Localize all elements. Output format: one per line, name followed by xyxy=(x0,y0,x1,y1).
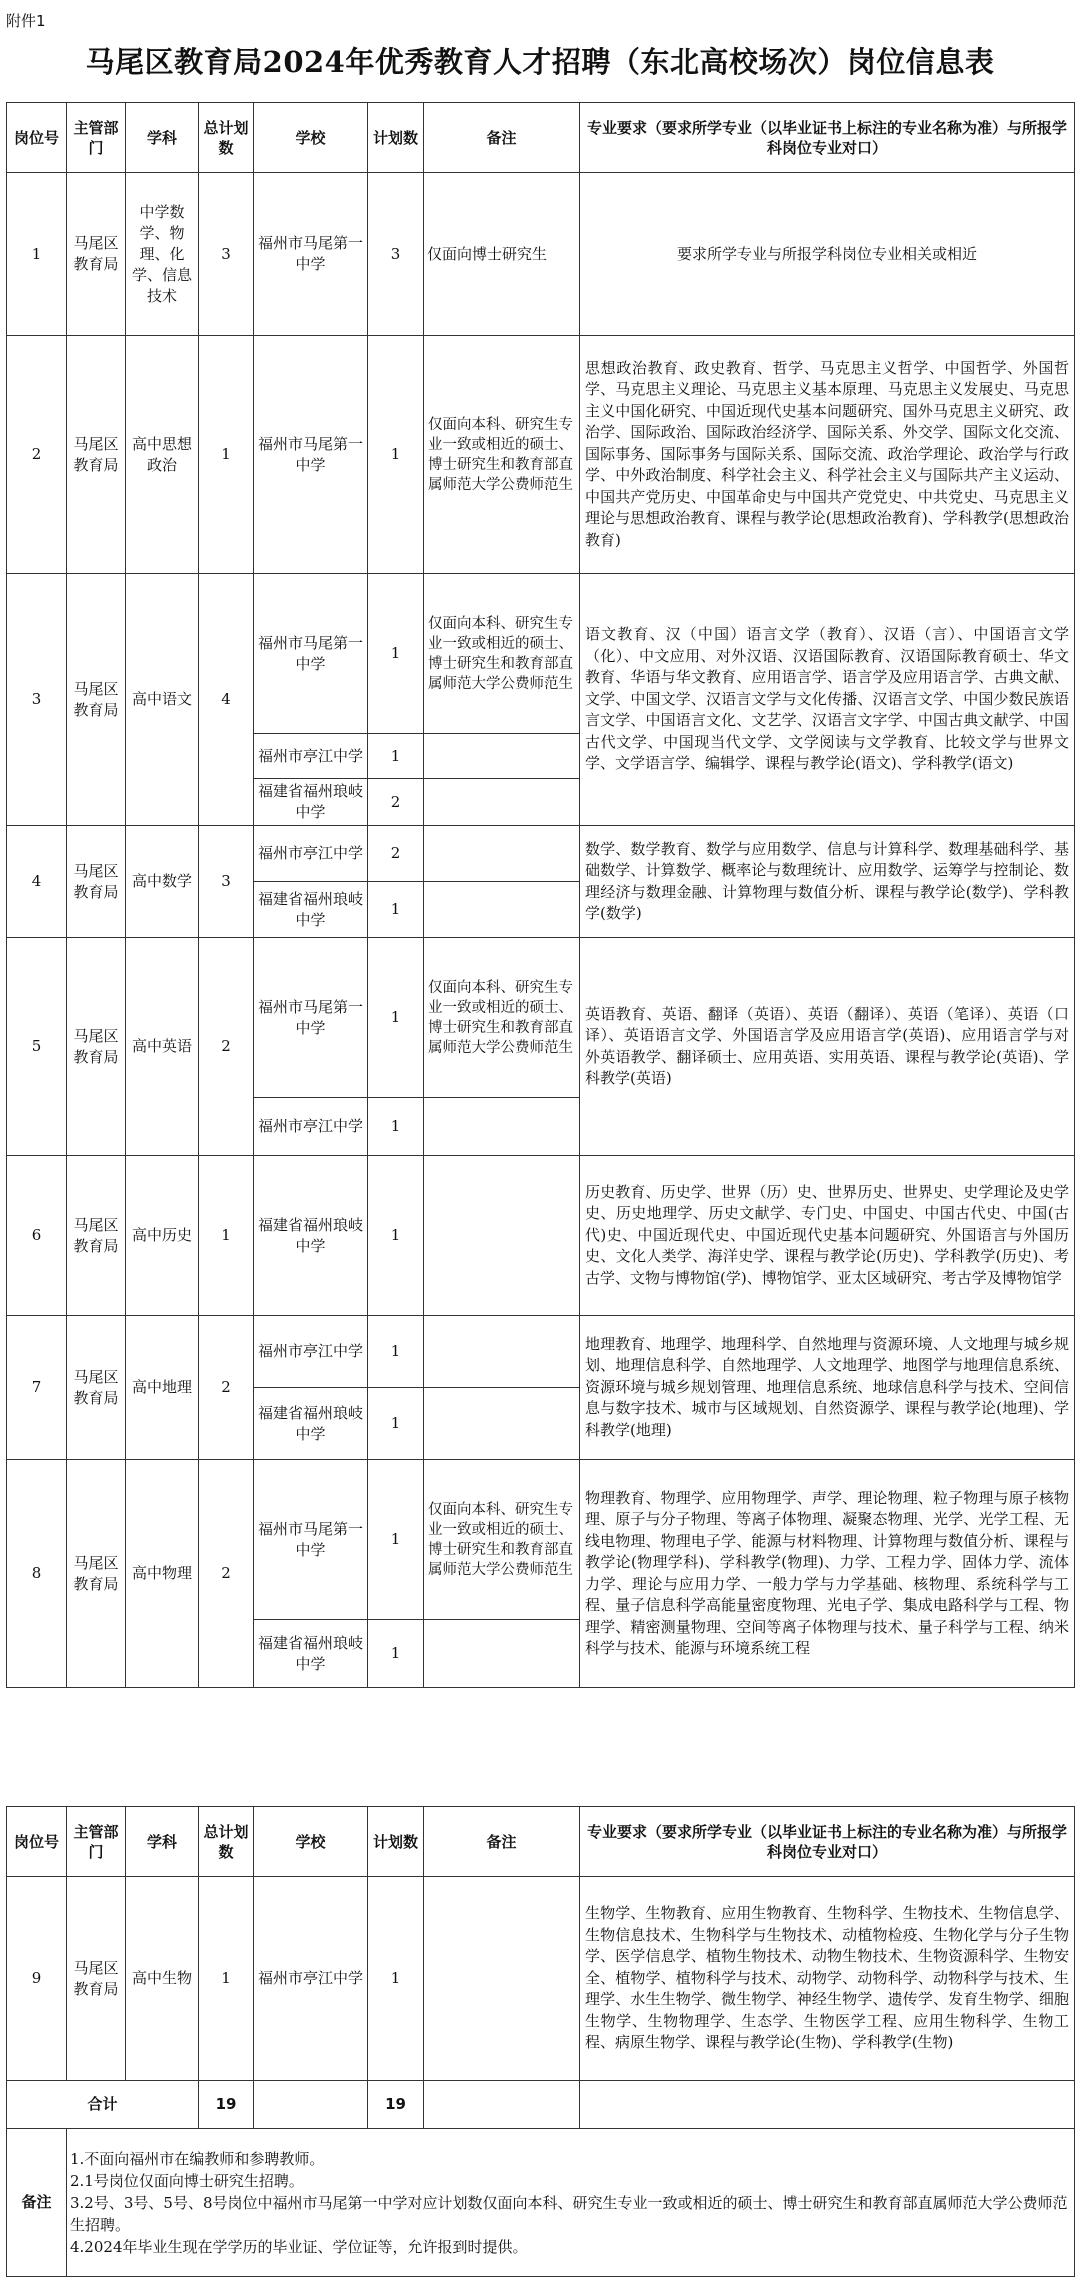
header-count: 计划数 xyxy=(368,103,424,173)
dept-cell: 马尾区教育局 xyxy=(67,1316,126,1460)
dept-cell: 马尾区教育局 xyxy=(67,1877,126,2081)
post-number: 5 xyxy=(7,938,67,1156)
total-cell: 2 xyxy=(199,1316,254,1460)
major-cell: 生物学、生物教育、应用生物教育、生物科学、生物技术、生物信息学、生物信息技术、生物科学与生物技术、动植物检疫、生物化学与分子生物学、医学信息学、植物生物技术、动物生物技术、生物资源科学、生物安全、植物学、植物科学与技术、动物学、动物科学、动物科学与技术、生理学、水生生物学、微生物学、神经生物学、遗传学、发育生物学、细胞生物学、生物物理学、生态学、生物医学工程、应用生物科学、生物工程、病原生物学、课程与教学论(生物)、学科教学(生物) xyxy=(580,1877,1075,2081)
school-cell: 福州市马尾第一中学 xyxy=(254,173,368,336)
total-cell: 1 xyxy=(199,1156,254,1316)
total-label: 合计 xyxy=(7,2081,199,2129)
remark-item: 3.2号、3号、5号、8号岗位中福州市马尾第一中学对应计划数仅面向本科、研究生专业一致或相近的硕士、博士研究生和教育部直属师范大学公费师范生招聘。 xyxy=(70,2193,1068,2234)
job-table-2 xyxy=(6,1806,1075,2277)
school-cell: 福州市亭江中学 xyxy=(254,1098,368,1156)
school-cell: 福建省福州琅岐中学 xyxy=(254,882,368,938)
count-cell: 2 xyxy=(368,779,424,826)
remarks-row xyxy=(7,2129,1075,2277)
note-cell xyxy=(424,826,580,882)
subject-cell: 高中语文 xyxy=(126,574,199,826)
post-number: 2 xyxy=(7,336,67,574)
count-cell: 1 xyxy=(368,1460,424,1620)
count-cell: 2 xyxy=(368,826,424,882)
count-cell: 1 xyxy=(368,1620,424,1688)
subject-cell: 高中思想政治 xyxy=(126,336,199,574)
school-cell: 福州市马尾第一中学 xyxy=(254,1460,368,1620)
subject-cell: 高中数学 xyxy=(126,826,199,938)
dept-cell: 马尾区教育局 xyxy=(67,173,126,336)
header-row xyxy=(7,1807,1075,1877)
table-row xyxy=(7,1156,1075,1316)
post-number: 7 xyxy=(7,1316,67,1460)
total-school-cell xyxy=(254,2081,368,2129)
count-cell: 1 xyxy=(368,1388,424,1460)
page-title: 马尾区教育局2024年优秀教育人才招聘（东北高校场次）岗位信息表 xyxy=(85,45,995,79)
major-cell: 地理教育、地理学、地理科学、自然地理与资源环境、人文地理与城乡规划、地理信息科学、自然地理学、人文地理学、地图学与地理信息系统、资源环境与城乡规划管理、地理信息系统、地球信息科学与技术、空间信息与数字技术、城市与区域规划、自然资源学、课程与教学论(地理)、学科教学(地理) xyxy=(580,1316,1075,1460)
header-total: 总计划数 xyxy=(199,103,254,173)
note-cell xyxy=(424,779,580,826)
dept-cell: 马尾区教育局 xyxy=(67,938,126,1156)
note-cell xyxy=(424,1388,580,1460)
dept-cell: 马尾区教育局 xyxy=(67,1460,126,1688)
note-cell xyxy=(424,1877,580,2081)
post-number: 8 xyxy=(7,1460,67,1688)
note-cell xyxy=(424,1156,580,1316)
count-cell: 1 xyxy=(368,336,424,574)
major-cell: 数学、数学教育、数学与应用数学、信息与计算科学、数理基础科学、基础数学、计算数学、概率论与数理统计、应用数学、运筹学与控制论、数理经济与数理金融、计算物理与数值分析、课程与教学论(数学)、学科教学(数学) xyxy=(580,826,1075,938)
header-subject: 学科 xyxy=(126,1807,199,1877)
dept-cell: 马尾区教育局 xyxy=(67,574,126,826)
school-cell: 福州市马尾第一中学 xyxy=(254,336,368,574)
note-cell xyxy=(424,734,580,779)
note-cell: 仅面向本科、研究生专业一致或相近的硕士、博士研究生和教育部直属师范大学公费师范生 xyxy=(424,1460,580,1620)
school-cell: 福州市马尾第一中学 xyxy=(254,938,368,1098)
note-cell xyxy=(424,882,580,938)
header-subject: 学科 xyxy=(126,103,199,173)
plan-sum: 19 xyxy=(368,2081,424,2129)
remarks-list xyxy=(67,2129,1075,2277)
total-major-cell xyxy=(580,2081,1075,2129)
subject-cell: 高中英语 xyxy=(126,938,199,1156)
total-cell: 3 xyxy=(199,173,254,336)
total-cell: 4 xyxy=(199,574,254,826)
school-cell: 福州市亭江中学 xyxy=(254,734,368,779)
school-cell: 福建省福州琅岐中学 xyxy=(254,1388,368,1460)
dept-cell: 马尾区教育局 xyxy=(67,1156,126,1316)
table-row xyxy=(7,1460,1075,1620)
table-row xyxy=(7,1877,1075,2081)
header-dept: 主管部门 xyxy=(67,1807,126,1877)
school-cell: 福州市亭江中学 xyxy=(254,1316,368,1388)
table-row xyxy=(7,173,1075,336)
subject-cell: 高中地理 xyxy=(126,1316,199,1460)
subject-cell: 中学数学、物理、化学、信息技术 xyxy=(126,173,199,336)
major-cell: 历史教育、历史学、世界（历）史、世界历史、世界史、史学理论及史学史、历史地理学、历史文献学、专门史、中国史、中国古代史、中国(古代)史、中国近现代史、中国近现代史基本问题研究、外国语言与外国历史、文化人类学、海洋史学、课程与教学论(历史)、学科教学(历史)、考古学、文物与博物馆(学)、博物馆学、亚太区域研究、考古学及博物馆学 xyxy=(580,1156,1075,1316)
subject-cell: 高中生物 xyxy=(126,1877,199,2081)
dept-cell: 马尾区教育局 xyxy=(67,336,126,574)
total-cell: 1 xyxy=(199,1877,254,2081)
major-cell: 语文教育、汉（中国）语言文学（教育）、汉语（言）、中国语言文学（化）、中文应用、对外汉语、汉语国际教育、汉语国际教育硕士、华文教育、华语与华文教育、应用语言学、语言学及应用语言学、古典文献、文学、中国文学、汉语言文学与文化传播、汉语言文学、中国少数民族语言文学、中国语言文化、文艺学、汉语言文字学、中国古典文献学、中国古代文学、中国现当代文学、文学阅读与文学教育、比较文学与世界文学、文学语言学、编辑学、课程与教学论(语文)、学科教学(语文) xyxy=(580,574,1075,826)
table-row xyxy=(7,336,1075,574)
school-cell: 福州市亭江中学 xyxy=(254,1877,368,2081)
header-total: 总计划数 xyxy=(199,1807,254,1877)
total-cell: 3 xyxy=(199,826,254,938)
header-school: 学校 xyxy=(254,1807,368,1877)
count-cell: 1 xyxy=(368,938,424,1098)
job-table-1 xyxy=(6,102,1075,1688)
table-row xyxy=(7,826,1075,882)
total-cell: 2 xyxy=(199,1460,254,1688)
note-cell: 仅面向本科、研究生专业一致或相近的硕士、博士研究生和教育部直属师范大学公费师范生 xyxy=(424,938,580,1098)
post-number: 4 xyxy=(7,826,67,938)
table-row xyxy=(7,574,1075,734)
school-cell: 福建省福州琅岐中学 xyxy=(254,1156,368,1316)
major-cell: 要求所学专业与所报学科岗位专业相关或相近 xyxy=(580,173,1075,336)
count-cell: 1 xyxy=(368,734,424,779)
count-cell: 1 xyxy=(368,1316,424,1388)
subject-cell: 高中历史 xyxy=(126,1156,199,1316)
school-cell: 福建省福州琅岐中学 xyxy=(254,1620,368,1688)
count-cell: 1 xyxy=(368,1156,424,1316)
header-note: 备注 xyxy=(424,103,580,173)
school-cell: 福州市马尾第一中学 xyxy=(254,574,368,734)
school-cell: 福州市亭江中学 xyxy=(254,826,368,882)
header-post: 岗位号 xyxy=(7,1807,67,1877)
note-cell: 仅面向本科、研究生专业一致或相近的硕士、博士研究生和教育部直属师范大学公费师范生 xyxy=(424,336,580,574)
header-school: 学校 xyxy=(254,103,368,173)
table-row xyxy=(7,1316,1075,1388)
total-cell: 2 xyxy=(199,938,254,1156)
header-dept: 主管部门 xyxy=(67,103,126,173)
note-cell xyxy=(424,1316,580,1388)
post-number: 6 xyxy=(7,1156,67,1316)
count-cell: 1 xyxy=(368,574,424,734)
total-note-cell xyxy=(424,2081,580,2129)
total-cell: 1 xyxy=(199,336,254,574)
header-major: 专业要求（要求所学专业（以毕业证书上标注的专业名称为准）与所报学科岗位专业对口） xyxy=(580,103,1075,173)
subject-cell: 高中物理 xyxy=(126,1460,199,1688)
count-cell: 1 xyxy=(368,1098,424,1156)
total-row xyxy=(7,2081,1075,2129)
total-sum: 19 xyxy=(199,2081,254,2129)
count-cell: 1 xyxy=(368,882,424,938)
table-row xyxy=(7,938,1075,1098)
remarks-label: 备注 xyxy=(7,2129,67,2277)
header-count: 计划数 xyxy=(368,1807,424,1877)
note-cell: 仅面向博士研究生 xyxy=(424,173,580,336)
dept-cell: 马尾区教育局 xyxy=(67,826,126,938)
major-cell: 英语教育、英语、翻译（英语）、英语（翻译）、英语（笔译）、英语（口译）、英语语言文学、外国语言学及应用语言学(英语)、应用语言学与对外英语教学、翻译硕士、应用英语、实用英语、课程与教学论(英语)、学科教学(英语) xyxy=(580,938,1075,1156)
remark-item: 2.1号岗位仅面向博士研究生招聘。 xyxy=(70,2171,304,2190)
note-cell: 仅面向本科、研究生专业一致或相近的硕士、博士研究生和教育部直属师范大学公费师范生 xyxy=(424,574,580,734)
attachment-label: 附件1 xyxy=(6,12,46,30)
count-cell: 3 xyxy=(368,173,424,336)
remark-item: 4.2024年毕业生现在学学历的毕业证、学位证等，允许报到时提供。 xyxy=(70,2237,528,2256)
count-cell: 1 xyxy=(368,1877,424,2081)
header-row xyxy=(7,103,1075,173)
header-major: 专业要求（要求所学专业（以毕业证书上标注的专业名称为准）与所报学科岗位专业对口） xyxy=(580,1807,1075,1877)
note-cell xyxy=(424,1620,580,1688)
header-post: 岗位号 xyxy=(7,103,67,173)
post-number: 3 xyxy=(7,574,67,826)
post-number: 9 xyxy=(7,1877,67,2081)
remark-item: 1.不面向福州市在编教师和参聘教师。 xyxy=(70,2149,325,2168)
major-cell: 物理教育、物理学、应用物理学、声学、理论物理、粒子物理与原子核物理、原子与分子物理、等离子体物理、凝聚态物理、光学、光学工程、无线电物理、物理电子学、能源与材料物理、计算物理与数值分析、课程与教学论(物理学科)、学科教学(物理)、力学、工程力学、固体力学、流体力学、理论与应用力学、一般力学与力学基础、核物理、系统科学与工程、量子信息科学高能量密度物理、光电子学、集成电路科学与工程、物理学、精密测量物理、空间等离子体物理与技术、量子科学与工程、纳米科学与技术、能源与环境系统工程 xyxy=(580,1460,1075,1688)
note-cell xyxy=(424,1098,580,1156)
school-cell: 福建省福州琅岐中学 xyxy=(254,779,368,826)
post-number: 1 xyxy=(7,173,67,336)
major-cell: 思想政治教育、政史教育、哲学、马克思主义哲学、中国哲学、外国哲学、马克思主义理论、马克思主义基本原理、马克思主义发展史、马克思主义中国化研究、中国近现代史基本问题研究、国外马克思主义研究、政治学、国际政治、国际政治经济学、国际关系、外交学、国际文化交流、国际事务、国际事务与国际关系、国际交流、政治学理论、政治学与行政学、中外政治制度、科学社会主义、科学社会主义与国际共产主义运动、中国共产党历史、中国革命史与中国共产党党史、中共党史、马克思主义理论与思想政治教育、课程与教学论(思想政治教育)、学科教学(思想政治教育) xyxy=(580,336,1075,574)
header-note: 备注 xyxy=(424,1807,580,1877)
